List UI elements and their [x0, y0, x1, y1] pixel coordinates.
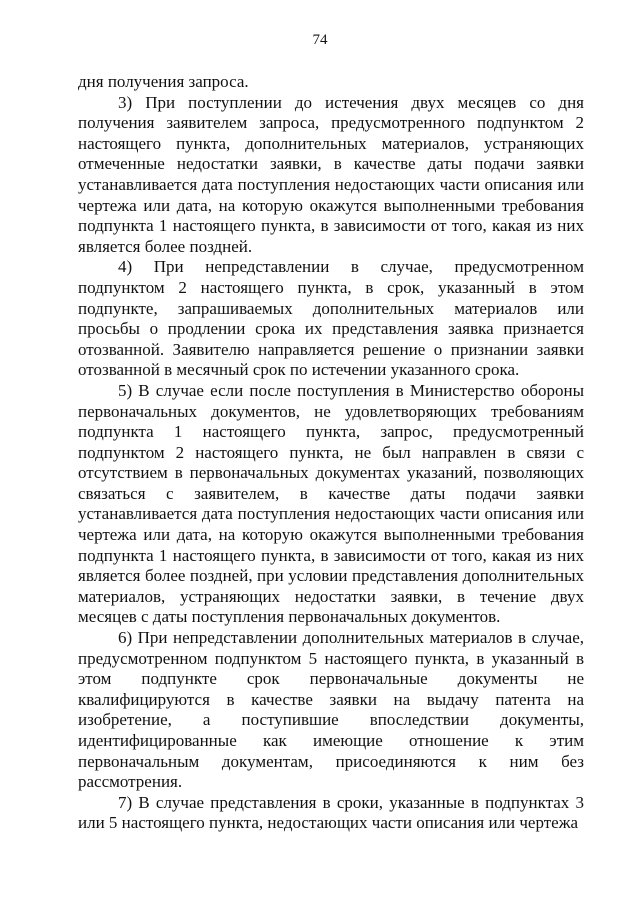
paragraph-continuation: дня получения запроса. [78, 72, 249, 91]
paragraph-item-5: 5) В случае если после поступления в Министерство обороны первоначальных документов, не удовлетворяющих требованиям подпункта 1 настоящего пункта, запрос, предусмотренный подпунктом 2 настоящего пункта, не был направлен в связи с отсутствием в первоначальных документах указаний, позволяющих связаться с заявителем, в качестве даты подачи заявки устанавливается дата поступления недостающих части описания или чертежа или дата, на которую окажутся выполненными требования подпункта 1 настоящего пункта, в зависимости от того, какая из них является более поздней, при условии представления дополнительных материалов, устраняющих недостатки заявки, в течение двух месяцев с даты поступления первоначальных документов. [78, 380, 584, 627]
paragraph-item-4: 4) При непредставлении в случае, предусмотренном подпунктом 2 настоящего пункта, в срок, указанный в этом подпункте, запрашиваемых дополнительных материалов или просьбы о продлении срока их представления заявка признается отозванной. Заявителю направляется решение о признании заявки отозванной в месячный срок по истечении указанного срока. [78, 257, 584, 380]
paragraph-item-3: 3) При поступлении до истечения двух месяцев со дня получения заявителем запроса, предусмотренного подпунктом 2 настоящего пункта, дополнительных материалов, устраняющих отмеченные недостатки заявки, в качестве даты подачи заявки устанавливается дата поступления недостающих части описания или чертежа или дата, на которую окажутся выполненными требования подпункта 1 настоящего пункта, в зависимости от того, какая из них является более поздней. [78, 92, 584, 256]
page-number: 74 [312, 32, 328, 48]
paragraph-item-6: 6) При непредставлении дополнительных материалов в случае, предусмотренном подпунктом 5 настоящего пункта, в указанный в этом подпункте срок первоначальные документы не квалифицируются в качестве заявки на выдачу патента на изобретение, а поступившие впоследствии документы, идентифицированные как имеющие отношение к этим первоначальным документам, присоединяются к ним без рассмотрения. [78, 628, 584, 792]
document-body [78, 72, 584, 834]
paragraph-item-7: 7) В случае представления в сроки, указанные в подпунктах 3 или 5 настоящего пункта, недостающих части описания или чертежа [78, 792, 584, 833]
